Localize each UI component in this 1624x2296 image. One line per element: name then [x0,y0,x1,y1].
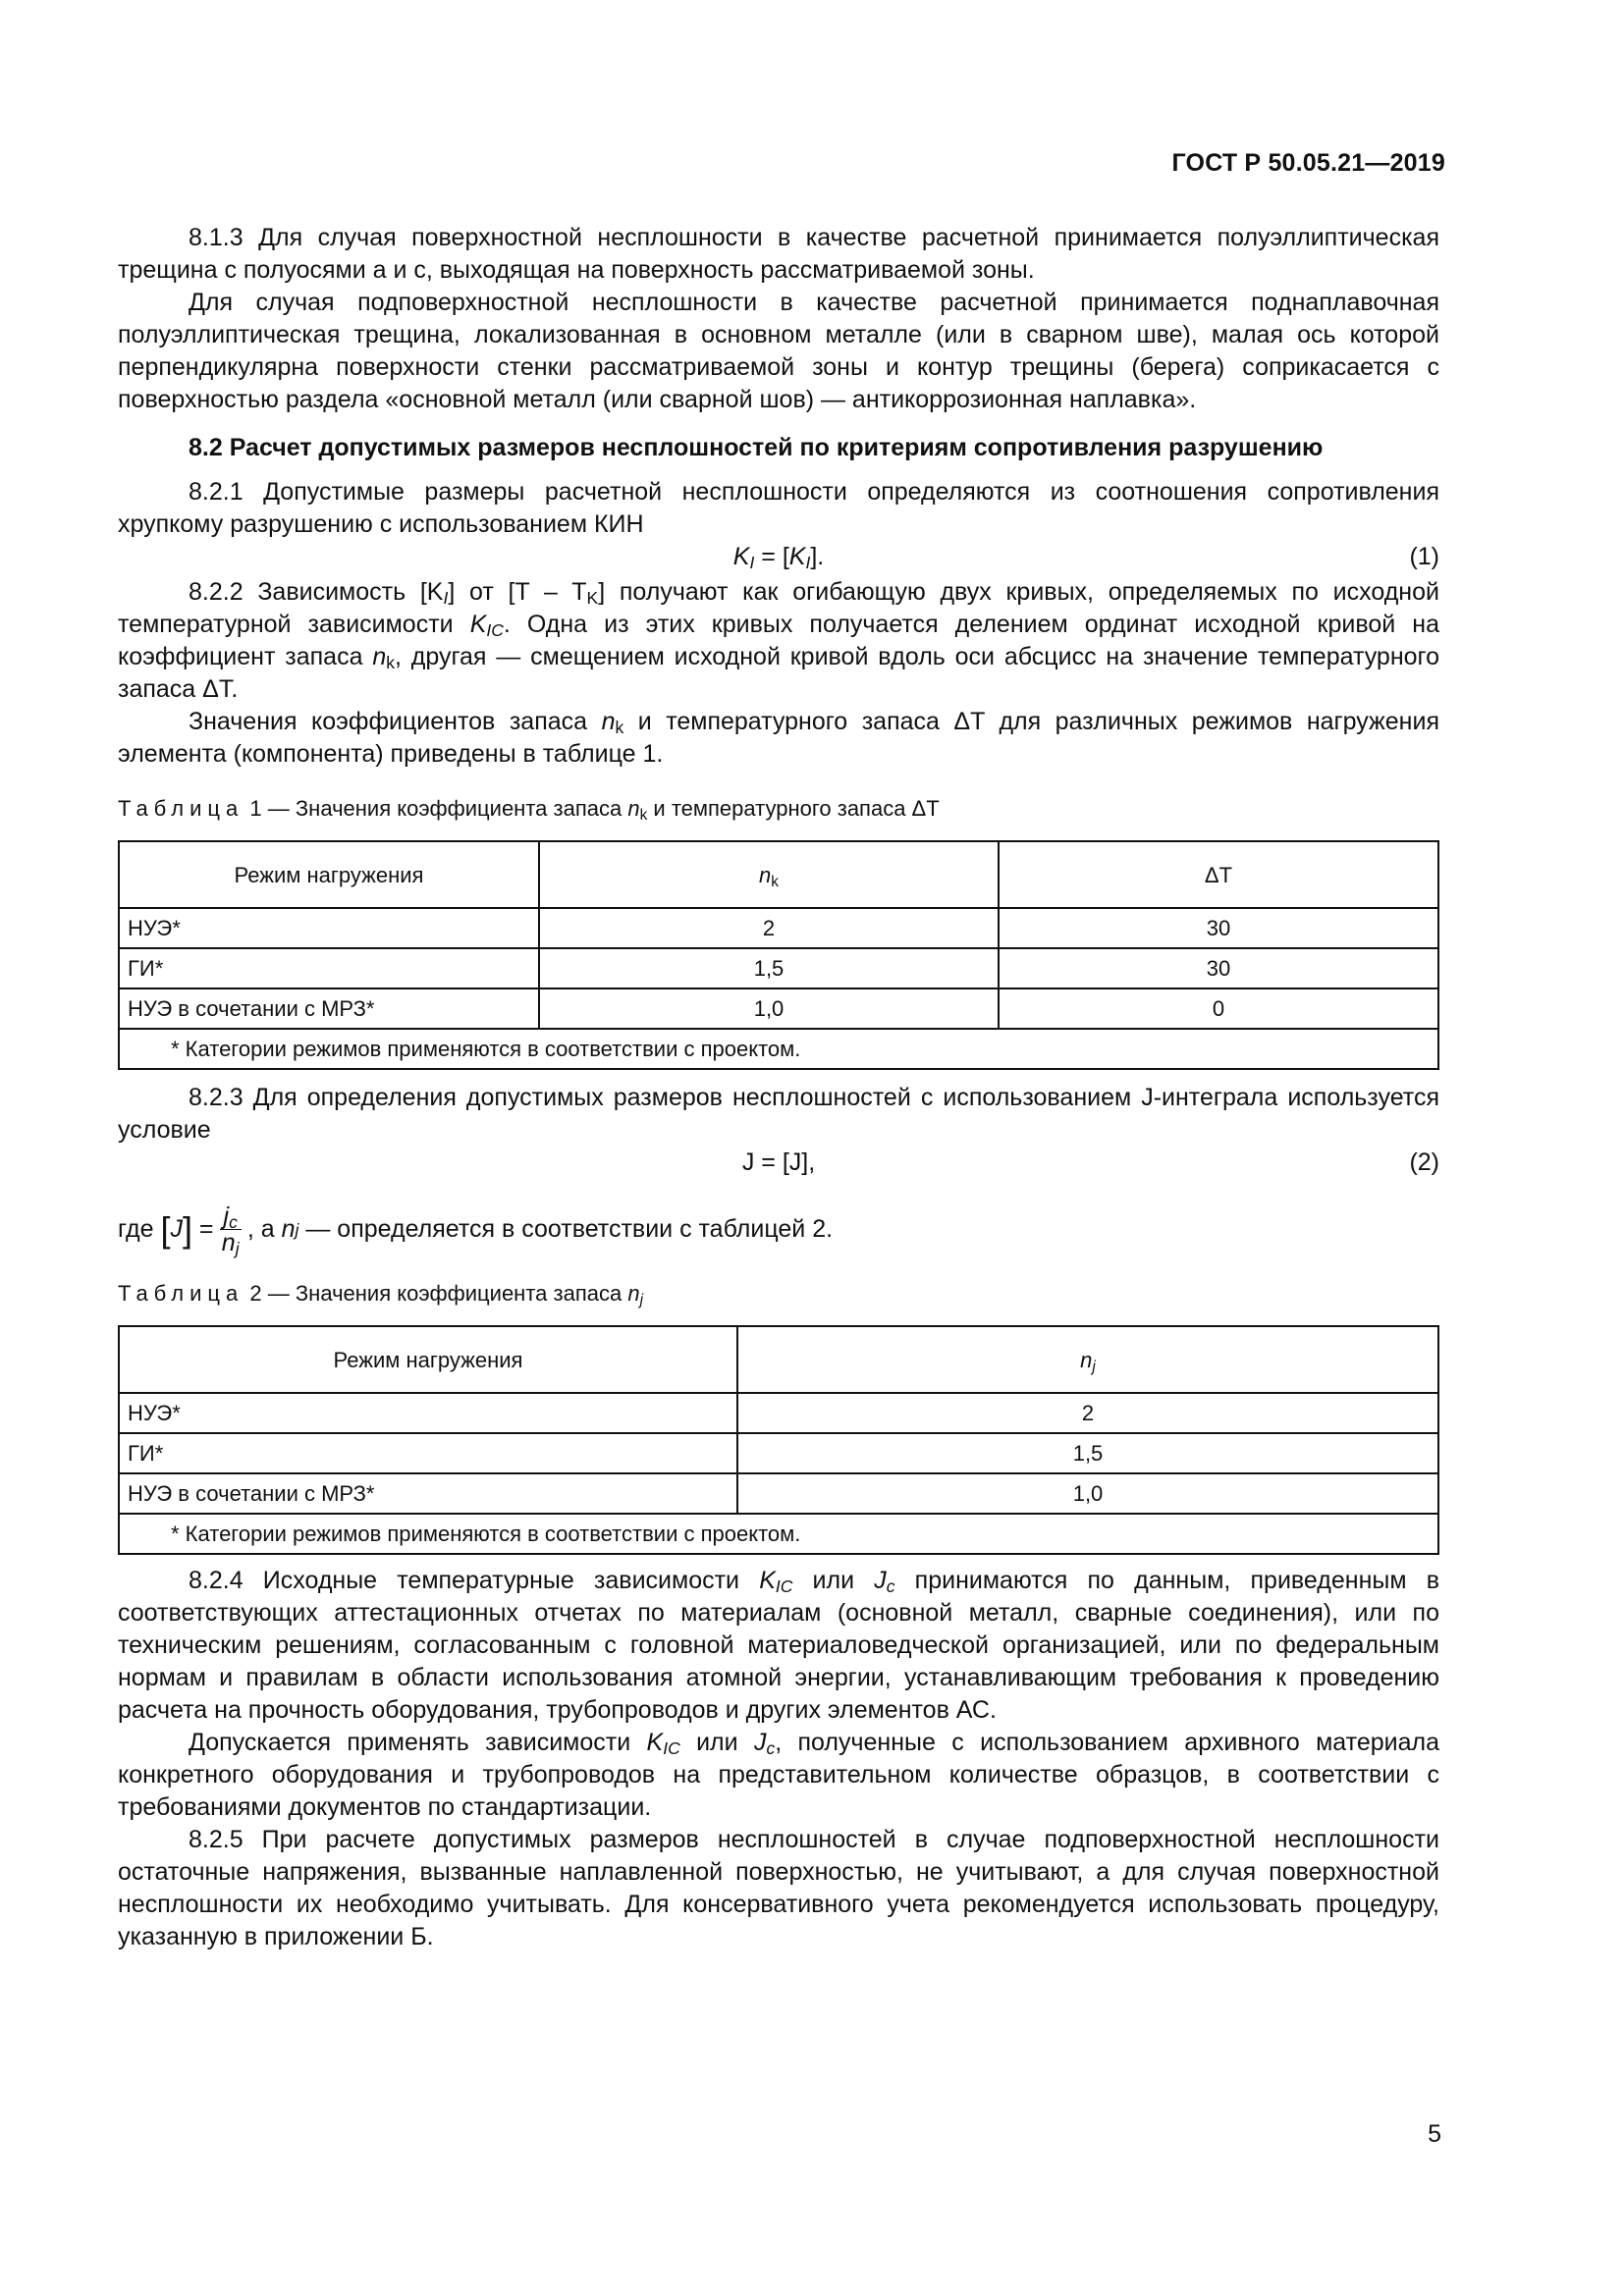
paragraph-8-2-3: 8.2.3 Для определения допустимых размеров несплошностей с использованием J-интеграла используется условие [118,1084,1439,1144]
formula-1 [118,541,1439,576]
table-row [119,1433,1438,1473]
table-row [119,988,1438,1029]
table-1-header-row [119,841,1438,908]
paragraph-8-2-5: 8.2.5 При расчете допустимых размеров несплошностей в случае подповерхностной несплошности остаточные напряжения, вызванные наплавленной поверхностью, не учитывают, а для случая поверхностной несплошности их необходимо учитывать. Для консервативного учета рекомендуется использовать процедуру, указанную в приложении Б. [118,1826,1439,1950]
section-heading-8-2: 8.2 Расчет допустимых размеров несплошностей по критериям сопротивления разрушению [189,434,1324,461]
paragraph-8-2-1: 8.2.1 Допустимые размеры расчетной несплошности определяются из соотношения сопротивления хрупкому разрушению с использованием КИН [118,478,1439,538]
table-cell: НУЭ в сочетании с МРЗ* [119,988,539,1029]
table-cell: НУЭ* [119,908,539,948]
paragraph-8-1-3: 8.1.3 Для случая поверхностной несплошности в качестве расчетной принимается полуэллиптическая трещина с полуосями a и c, выходящая на поверхность рассматриваемой зоны. [118,224,1439,284]
table-2-header-mode: Режим нагружения [119,1326,737,1393]
table-cell: 30 [999,948,1438,988]
table-cell: 1,5 [737,1433,1438,1473]
document-code: ГОСТ Р 50.05.21—2019 [1171,149,1445,177]
table-cell: НУЭ в сочетании с МРЗ* [119,1473,737,1514]
table-2-note: * Категории режимов применяются в соответствии с проектом. [119,1514,1438,1554]
table-1-caption: Таблица 1 — Значения коэффициента запаса $n_k$ и температурного запаса ΔT [118,796,940,824]
table-cell: 0 [999,988,1438,1029]
paragraph-8-2-4: 8.2.4 Исходные температурные зависимости $K_{IC}$ или $J_c$ принимаются по данным, приведенным в соответствующих аттестационных отчетах по материалам (основной металл, сварные соединения), или по техническим решениям, согласованным с головной материаловедческой организацией, или по федеральным нормам и правилам в области использования атомной энергии, устанавливающим требования к проведению расчета на прочность оборудования, трубопроводов и других элементов АС. [118,1567,1439,1724]
table-cell: ГИ* [119,1433,737,1473]
table-2-header-row [119,1326,1438,1393]
table-row [119,1473,1438,1514]
table-row [119,948,1438,988]
formula-2-explanation: где [ J ] = $\frac{j_c}{n_j}$ , а n j — определяется в соответствии с таблицей 2. [118,1202,834,1258]
table-2-note-row [119,1514,1438,1554]
table-2-header-nj: $n_j$ [737,1326,1438,1393]
table-1 [118,840,1439,1070]
table-cell: 2 [737,1393,1438,1433]
table-1-note: * Категории режимов применяются в соответствии с проектом. [119,1029,1438,1069]
table-1-header-mode: Режим нагружения [119,841,539,908]
paragraph-8-1-3-b: Для случая подповерхностной несплошности в качестве расчетной принимается поднаплавочная полуэллиптическая трещина, локализованная в основном металле (или в сварном шве), малая ось которой перпендикулярна поверхности стенки рассматриваемой зоны и контур трещины (берега) соприкасается с поверхностью раздела «основной металл (или сварной шов) — антикоррозионная наплавка». [118,289,1439,413]
table-cell: 2 [539,908,999,948]
table-2 [118,1325,1439,1555]
table-1-header-dt: ΔT [999,841,1438,908]
table-cell: 1,0 [539,988,999,1029]
formula-2-body: J = [J], [741,1148,816,1176]
paragraph-8-2-4-b: Допускается применять зависимости $K_{IC}$ или $J_c$, полученные с использованием архивного материала конкретного оборудования и трубопроводов на представительном количестве образцов, в соответствии с требованиями документов по стандартизации. [118,1729,1439,1821]
table-row [119,1393,1438,1433]
paragraph-8-2-2-b: Значения коэффициентов запаса $n_k$ и температурного запаса ΔT для различных режимов нагружения элемента (компонента) приведены в таблице 1. [118,708,1439,768]
formula-1-number: (1) [1409,543,1439,570]
table-cell: ГИ* [119,948,539,988]
table-row [119,908,1438,948]
table-1-note-row [119,1029,1438,1069]
formula-1-body: $K_I = [K_I]$. [732,543,825,572]
table-1-header-nk: $n_k$ [539,841,999,908]
table-cell: 30 [999,908,1438,948]
table-cell: НУЭ* [119,1393,737,1433]
table-cell: 1,0 [737,1473,1438,1514]
table-2-caption: Таблица 2 — Значения коэффициента запаса $n_j$ [118,1281,644,1308]
formula-2-number: (2) [1409,1148,1439,1176]
paragraph-8-2-2: 8.2.2 Зависимость $[K_I]$ от $[T - T_K]$ получают как огибающую двух кривых, определяемых по исходной температурной зависимости $K_{IC}$. Одна из этих кривых получается делением ординат исходной кривой на коэффициент запаса $n_k$, другая — смещением исходной кривой вдоль оси абсцисс на значение температурного запаса ΔT. [118,578,1440,703]
fraction: $\frac{j_c}{n_j}$ [220,1203,242,1255]
table-cell: 1,5 [539,948,999,988]
formula-2 [118,1147,1439,1182]
page-number: 5 [1428,2120,1441,2148]
page-content [118,222,1439,1953]
